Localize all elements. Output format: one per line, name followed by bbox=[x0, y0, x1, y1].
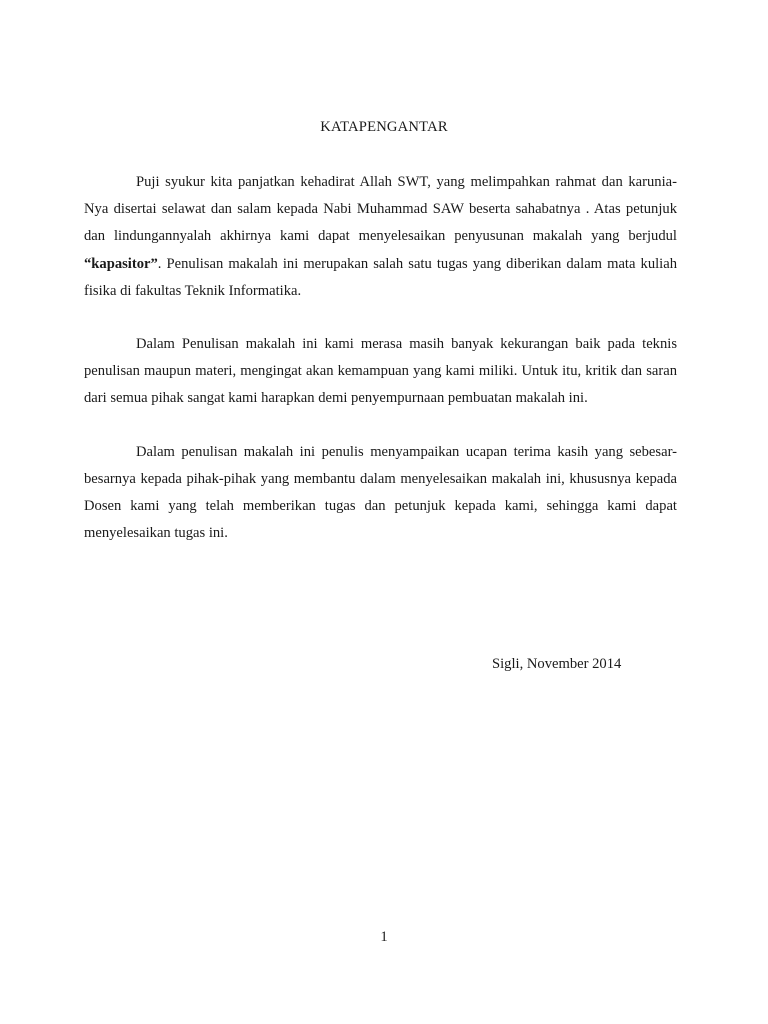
body-text bbox=[84, 169, 677, 573]
paragraph-1 bbox=[84, 169, 677, 305]
paper-title-bold: “kapasitor” bbox=[84, 255, 158, 272]
page-number: 1 bbox=[380, 929, 388, 945]
paragraph-3: Dalam penulisan makalah ini penulis menyampaikan ucapan terima kasih yang sebesar-besarnya kepada pihak-pihak yang membantu dalam menyelesaikan makalah ini, khususnya kepada Dosen kami yang telah memberikan tugas dan petunjuk kepada kami, sehingga kami dapat menyelesaikan tugas ini. bbox=[84, 443, 677, 542]
page-title: KATAPENGANTAR bbox=[320, 119, 448, 135]
place-date-signature: Sigli, November 2014 bbox=[492, 656, 622, 672]
paragraph-1-text-end: . Penulisan makalah ini merupakan salah satu tugas yang diberikan dalam mata kuliah fisika di fakultas Teknik Informatika. bbox=[84, 255, 677, 299]
paragraph-2: Dalam Penulisan makalah ini kami merasa masih banyak kekurangan baik pada teknis penulisan maupun materi, mengingat akan kemampuan yang kami miliki. Untuk itu, kritik dan saran dari semua pihak sangat kami harapkan demi penyempurnaan pembuatan makalah ini. bbox=[84, 336, 677, 407]
paragraph-1-text-start: Puji syukur kita panjatkan kehadirat Allah SWT, yang melimpahkan rahmat dan karunia-Nya disertai selawat dan salam kepada Nabi Muhammad SAW beserta sahabatnya . Atas petunjuk dan lindungannyalah akhirnya kami dapat menyelesaikan penyusunan makalah yang berjudul bbox=[84, 174, 677, 245]
